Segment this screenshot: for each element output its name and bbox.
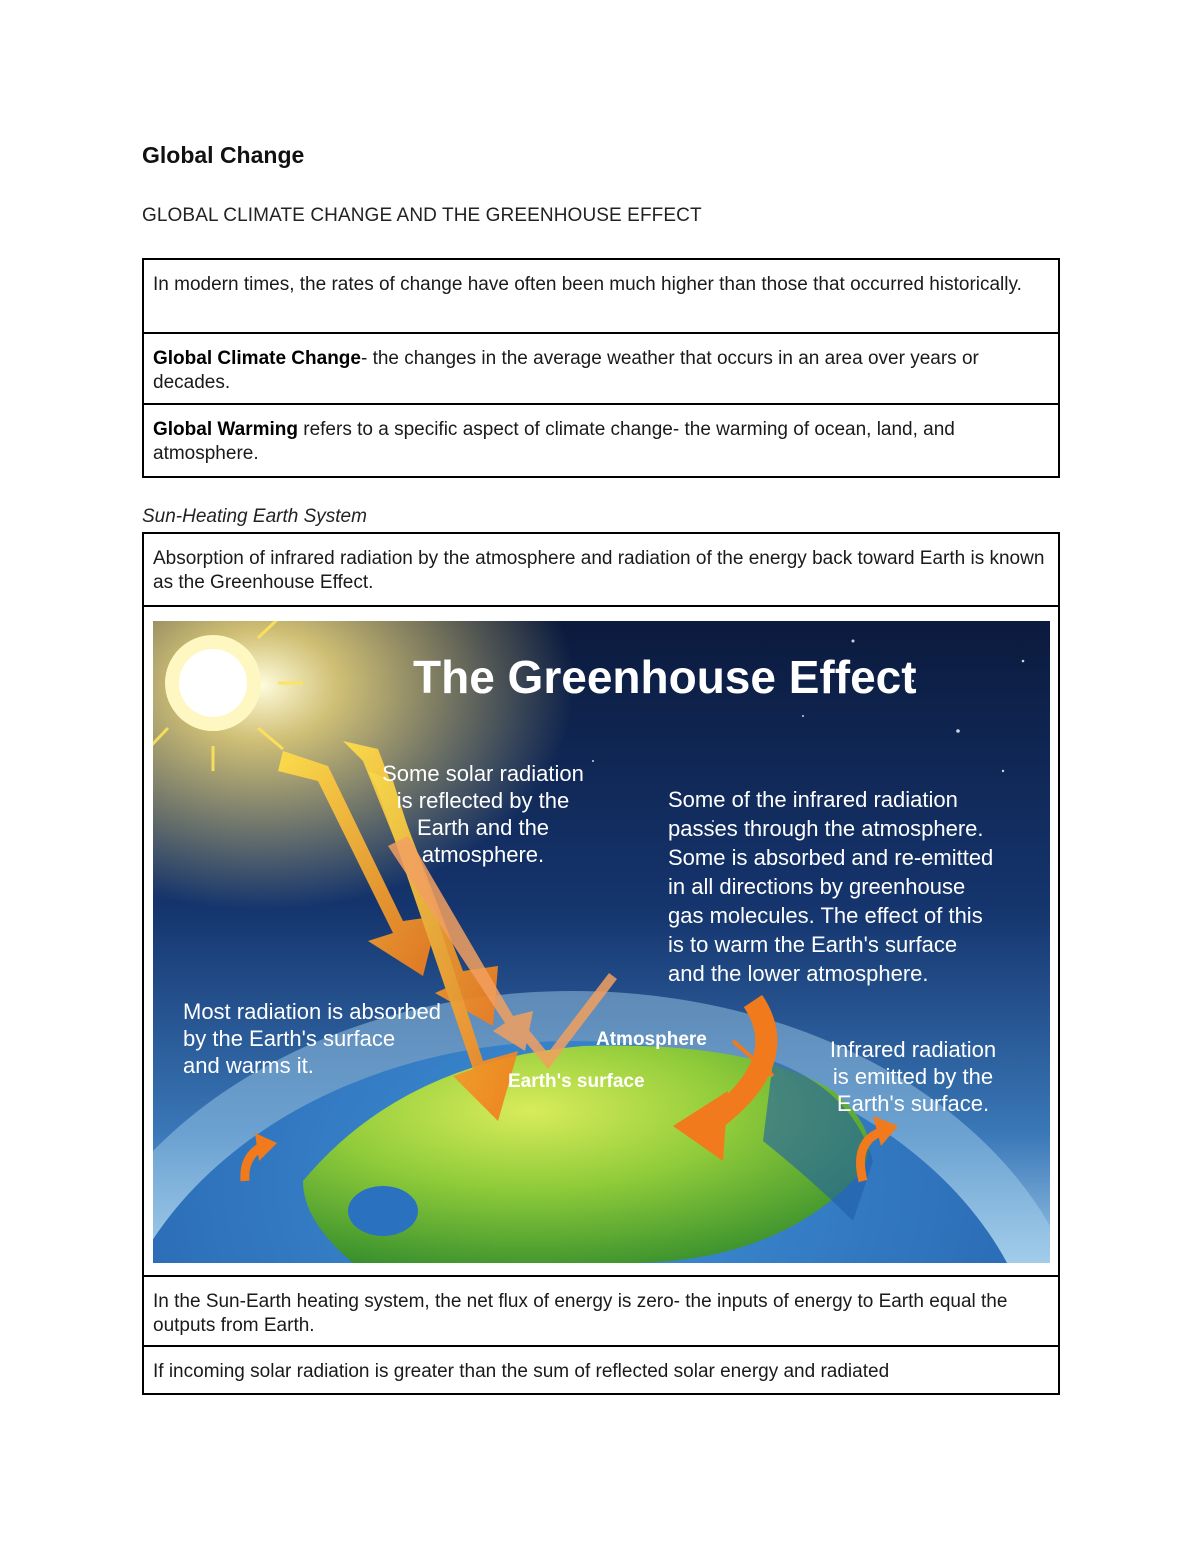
- row-text: refers to a specific aspect of climate change- the warming of ocean, land, and atmosphere.: [153, 419, 955, 464]
- label-line: Some of the infrared radiation: [668, 787, 958, 812]
- emitted-label: [830, 1037, 996, 1116]
- label-line: in all directions by greenhouse: [668, 874, 966, 899]
- document-title: Global Change: [142, 142, 305, 168]
- infrared-label: [668, 787, 993, 986]
- row-text: In the Sun-Earth heating system, the net flux of energy is zero- the inputs of energy to Earth equal the outputs from Earth.: [153, 1291, 1008, 1336]
- label-line: and the lower atmosphere.: [668, 961, 929, 986]
- label-line: Most radiation is absorbed: [183, 999, 442, 1024]
- table-row: [144, 1277, 1058, 1347]
- definitions-table: [142, 258, 1060, 478]
- table-row: [144, 534, 1058, 607]
- term-global-climate-change: Global Climate Change: [153, 348, 361, 369]
- label-line: Some solar radiation: [382, 761, 584, 786]
- label-line: Infrared radiation: [829, 1037, 997, 1062]
- row-text: Absorption of infrared radiation by the atmosphere and radiation of the energy back toward Earth is known as the Greenhouse Effect.: [153, 548, 1045, 593]
- table-row: [144, 405, 1058, 478]
- label-line: Earth's surface.: [836, 1091, 990, 1116]
- label-line: is to warm the Earth's surface: [668, 932, 958, 957]
- label-line: gas molecules. The effect of this: [668, 903, 983, 928]
- earth-surface-label: Earth's surface: [508, 1071, 645, 1092]
- table-row: [144, 334, 1058, 405]
- label-line: and warms it.: [183, 1053, 314, 1078]
- earth-lake: [348, 1186, 418, 1236]
- greenhouse-effect-illustration: [153, 621, 1050, 1263]
- label-line: atmosphere.: [421, 842, 545, 867]
- table-row: [144, 260, 1058, 334]
- document-subtitle: GLOBAL CLIMATE CHANGE AND THE GREENHOUSE EFFECT: [142, 205, 702, 226]
- label-line: by the Earth's surface: [183, 1026, 396, 1051]
- row-text: - the changes in the average weather that occurs in an area over years or decades.: [153, 348, 979, 393]
- term-global-warming: Global Warming: [153, 419, 298, 440]
- greenhouse-table: [142, 532, 1060, 1395]
- atmosphere-label: Atmosphere: [596, 1029, 707, 1050]
- table-row: [144, 1347, 1058, 1395]
- label-line: Earth and the: [416, 815, 550, 840]
- label-line: Some is absorbed and re-emitted: [668, 845, 994, 870]
- row-text: In modern times, the rates of change have often been much higher than those that occurred historically.: [153, 274, 1022, 295]
- label-line: is reflected by the: [396, 788, 570, 813]
- label-line: is emitted by the: [832, 1064, 994, 1089]
- row-text: If incoming solar radiation is greater than the sum of reflected solar energy and radiated: [153, 1361, 890, 1382]
- label-line: passes through the atmosphere.: [668, 816, 984, 841]
- figure-row: [144, 607, 1058, 1277]
- figure-title: The Greenhouse Effect: [413, 651, 917, 703]
- section-heading: Sun-Heating Earth System: [142, 506, 367, 527]
